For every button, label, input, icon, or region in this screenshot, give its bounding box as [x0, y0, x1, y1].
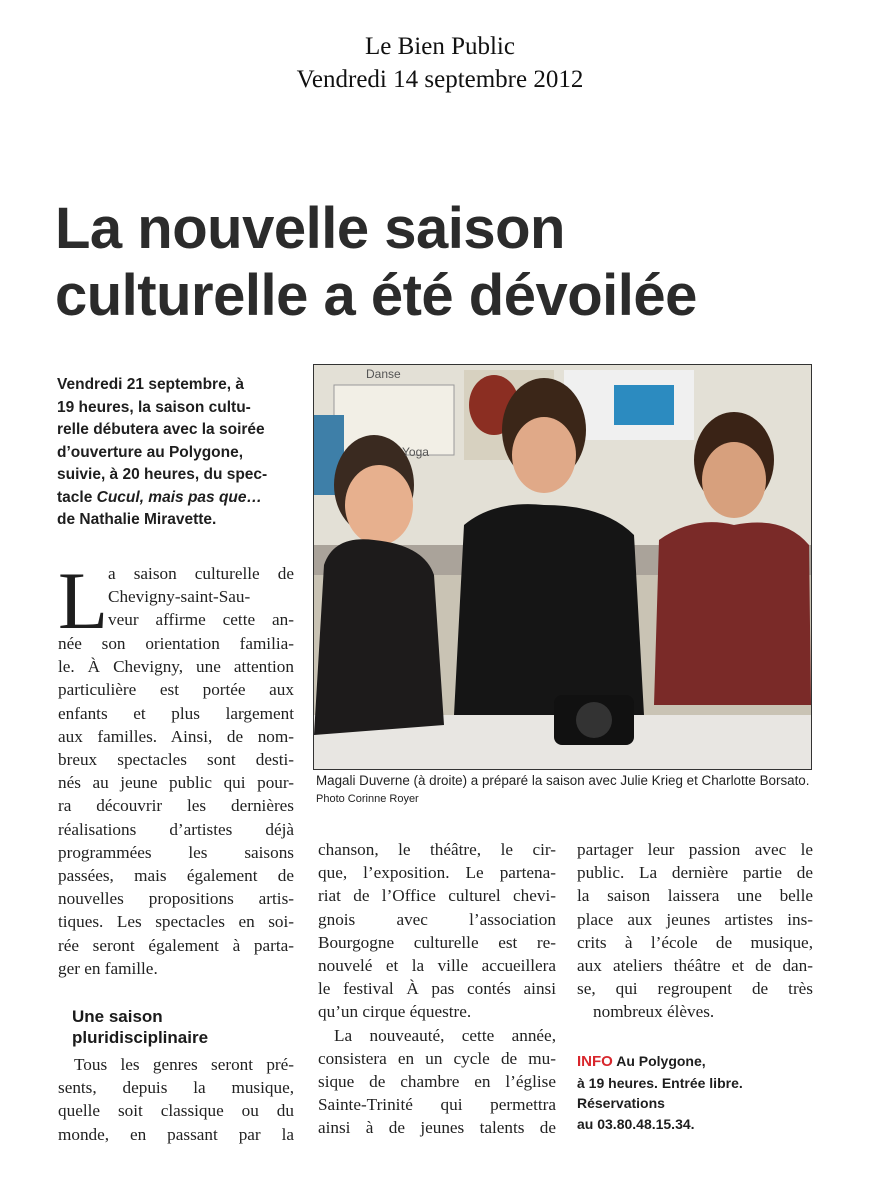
- photo-illustration: [314, 365, 811, 769]
- lead-text: tacle: [57, 488, 97, 506]
- column-2-body: [318, 838, 556, 1140]
- body-line: aux ateliers théâtre et de dan-: [577, 956, 813, 976]
- body-line: nés au jeune public qui pour-: [58, 773, 294, 793]
- body-line: qu’un cirque équestre.: [318, 1002, 472, 1022]
- info-box: [577, 1051, 817, 1134]
- show-title: Cucul, mais pas que…: [96, 488, 263, 506]
- subheading-line: pluridisciplinaire: [72, 1028, 209, 1047]
- drop-cap: L: [58, 555, 109, 646]
- body-line: sique de chambre en l’église: [318, 1072, 556, 1092]
- body-line: nouvelles propositions artis-: [58, 889, 294, 909]
- body-line: La nouveauté, cette année,: [334, 1025, 556, 1045]
- body-line: crits à l’école de musique,: [577, 932, 813, 952]
- body-line: sents, depuis la musique,: [58, 1078, 294, 1098]
- lead-line: [57, 487, 302, 510]
- body-line: passées, mais également de: [58, 866, 294, 886]
- lead-line: de Nathalie Miravette.: [57, 511, 217, 528]
- lead-line: Vendredi 21 septembre, à: [57, 376, 244, 393]
- body-line: le. À Chevigny, une attention: [58, 657, 294, 677]
- column-1-continued: [58, 1053, 294, 1146]
- sign-text: Yoga: [402, 445, 429, 459]
- body-line: la saison laissera une belle: [577, 886, 813, 906]
- sign-text: Danse: [366, 367, 401, 381]
- column-1-dropcap-lines: [108, 562, 294, 632]
- info-text: Au Polygone,: [612, 1053, 706, 1069]
- info-line: au 03.80.48.15.34.: [577, 1115, 695, 1132]
- body-line: programmées les saisons: [58, 842, 294, 862]
- subheading: [72, 1006, 302, 1048]
- body-line: Bourgogne culturelle est re-: [318, 932, 556, 952]
- body-line: le festival À pas contés ainsi: [318, 979, 556, 999]
- body-line: a saison culturelle de: [108, 564, 294, 583]
- body-line: public. La dernière partie de: [577, 863, 813, 883]
- column-1-body: [58, 632, 294, 980]
- body-line: gnois avec l’association: [318, 909, 556, 929]
- lead-line: relle débutera avec la soirée: [57, 421, 265, 438]
- body-line: ger en famille.: [58, 958, 158, 978]
- body-line: veur affirme cette an-: [108, 610, 294, 630]
- photo-caption: [316, 772, 816, 808]
- body-line: particulière est portée aux: [58, 680, 294, 700]
- body-line: tiques. Les spectacles en soi-: [58, 912, 294, 932]
- body-line: place aux jeunes artistes ins-: [577, 909, 813, 929]
- body-line: se, qui regroupent de très: [577, 979, 813, 999]
- body-line: riat de l’Office culturel chevi-: [318, 886, 556, 906]
- headline-line-1: La nouvelle saison: [55, 196, 565, 261]
- body-line: rée seront également à parta-: [58, 935, 294, 955]
- body-line: nombreux élèves.: [593, 1002, 715, 1022]
- body-line: née son orientation familia-: [58, 634, 294, 653]
- newspaper-name: Le Bien Public: [365, 33, 515, 60]
- lead-line: 19 heures, la saison cultu-: [57, 398, 251, 416]
- body-line: que, l’exposition. Le partena-: [318, 863, 556, 883]
- lead-line: suivie, à 20 heures, du spec-: [57, 466, 268, 483]
- article-photo: [313, 364, 812, 770]
- column-3-body: [577, 838, 813, 1024]
- body-line: nouvelé et la ville accueillera: [318, 956, 556, 976]
- body-line: breux spectacles sont desti-: [58, 750, 294, 770]
- body-line: enfants et plus largement: [58, 703, 294, 723]
- body-line: consistera en un cycle de mu-: [318, 1048, 556, 1068]
- info-line: Réservations: [577, 1095, 665, 1111]
- body-line: ra découvrir les dernières: [58, 796, 294, 816]
- lead-paragraph: [57, 374, 302, 532]
- body-line: monde, en passant par la: [58, 1124, 294, 1144]
- headline-line-2: culturelle a été dévoilée: [55, 263, 697, 328]
- info-line: à 19 heures. Entrée libre.: [577, 1074, 743, 1091]
- issue-date: Vendredi 14 septembre 2012: [296, 66, 584, 93]
- lead-line: d’ouverture au Polygone,: [57, 443, 244, 461]
- caption-text: Magali Duverne (à droite) a préparé la saison avec Julie Krieg et Charlotte Borsato.: [316, 773, 810, 788]
- body-line: Chevigny-saint-Sau-: [108, 587, 251, 607]
- body-line: chanson, le théâtre, le cir-: [318, 840, 556, 859]
- body-line: ainsi à de jeunes talents de: [318, 1118, 556, 1138]
- info-tag: INFO: [577, 1053, 613, 1070]
- body-line: réalisations d’artistes déjà: [58, 819, 294, 839]
- info-line: [577, 1051, 817, 1073]
- body-line: partager leur passion avec le: [577, 840, 813, 859]
- headline: [55, 195, 835, 329]
- photo-credit: Photo Corinne Royer: [316, 793, 419, 805]
- body-line: aux familles. Ainsi, de nom-: [58, 726, 294, 746]
- subheading-line: Une saison: [72, 1007, 163, 1026]
- body-line: Tous les genres seront pré-: [74, 1055, 294, 1074]
- body-line: Sainte-Trinité qui permettra: [318, 1095, 556, 1115]
- body-line: quelle soit classique ou du: [58, 1101, 294, 1121]
